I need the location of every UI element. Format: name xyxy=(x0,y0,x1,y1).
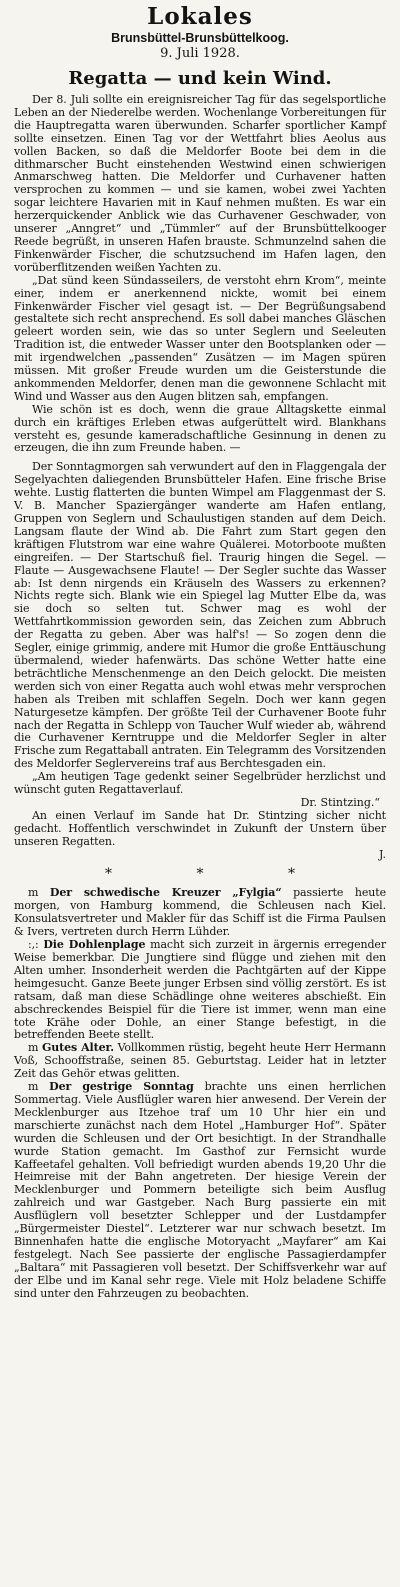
section-separator: * * * xyxy=(105,866,335,883)
article-paragraph: Wie schön ist es doch, wenn die graue Alltagskette einmal durch ein kräftiges Erleben etwas aufgerüttelt wird. Blankhans versteht es, gesunde kameradschaftliche Gesinnung in denen zu erzeugen, die ihn zum Freunde haben. — xyxy=(14,402,386,455)
item-text: brachte uns einen herrlichen Sommertag. Viele Ausflügler waren hier anwesend. Der Verein der Mecklenburger aus Itzehoe traf um 10 Uhr hier ein und marschierte zunächst nach dem Hotel „Hamburger Hof“. Später wurden die Schleusen und der Ort besichtigt. In der Strandhalle wurde Station gemacht. Im Gasthof zur Fernsicht wurde Kaffeetafel gehalten. Voll befriedigt wurden abends 19,20 Uhr die Heimreise mit der Bahn angetreten. Der hiesige Verein der Mecklenburger und Pommern beteiligte sich beim Ausflug zahlreich und war Gastgeber. Nach Burg passierte ein mit Ausflüglern voll besetzter Schlepper und der Lustdampfer „Bürgermeister Diestel“. Letzterer war nur schwach besetzt. Im Binnenhafen hatte die englische Motoryacht „Mayfarer“ am Kai festgelegt. Nach See passierte der englische Passagierdampfer „Baltara“ mit Passagieren voll besetzt. Der Schiffsverkehr war auf der Elbe und im Kanal sehr rege. Viele mit Holz beladene Schiffe sind unter den Fahrzeugen zu beobachten. xyxy=(14,1080,386,1300)
item-marker: m xyxy=(28,1041,39,1055)
section-title: Lokales xyxy=(147,3,253,30)
news-item xyxy=(14,1042,386,1081)
news-item xyxy=(14,939,386,1042)
dateline-date: 9. Juli 1928. xyxy=(160,46,240,61)
item-lead: Der gestrige Sonntag xyxy=(49,1080,194,1094)
item-text: passierte heute morgen, von Hamburg kommend, die Schleusen nach Kiel. Konsulatsvertreter und Makler für das Schiff ist die Firma Paulsen & Ivers, vertreten durch Herrn Lühder. xyxy=(14,886,386,939)
item-marker: m xyxy=(28,886,39,900)
item-marker: :,: xyxy=(28,938,39,952)
telegram-signature: Dr. Stintzing.“ xyxy=(300,795,380,809)
closing-paragraph: An einen Verlauf im Sande hat Dr. Stintzing sicher nicht gedacht. Hoffentlich verschwindet in Zukunft der Unstern über unseren Regatten. xyxy=(14,808,386,848)
item-marker: m xyxy=(28,1080,39,1094)
news-items xyxy=(14,887,386,1300)
telegram-text: „Am heutigen Tage gedenkt seiner Segelbrüder herzlichst und wünscht guten Regattaverlauf. xyxy=(14,770,386,797)
item-lead: Der schwedische Kreuzer „Fylgia“ xyxy=(49,886,282,900)
article-paragraph: „Dat sünd keen Sündasseilers, de verstoht ehrn Krom“, meinte einer, indem er anerkennend nickte, womit bei einem Finkenwärder Fischer viel gesagt ist. — Der Begrüßungsabend gestaltete sich recht ansprechend. Es soll dabei manches Gläschen geleert worden sein, wie das so unter Seglern und Seeleuten Tradition ist, die entweder Wasser unter den Bootsplanken oder — mit irgendwelchen „passenden“ Zusätzen — im Magen spüren müssen. Mit großer Freude wurden um die Geisterstunde die ankommenden Meldorfer, denen man die gewonnene Schlacht mit Wind und Wasser aus den Augen blitzen sah, empfangen. xyxy=(14,273,386,403)
section-header xyxy=(14,4,386,62)
article-body xyxy=(14,94,386,861)
item-lead: Die Dohlenplage xyxy=(43,938,146,952)
item-text: Vollkommen rüstig, begeht heute Herr Hermann Voß, Schooffstraße, seinen 85. Geburtstag. Leider hat in letzter Zeit das Gehör etwas gelitten. xyxy=(14,1041,387,1081)
dateline-place: Brunsbüttel-Brunsbüttelkoog. xyxy=(111,31,289,45)
item-text: macht sich zurzeit in ärgernis erregender Weise bemerkbar. Die Jungtiere sind flügge und ziehen mit den Alten umher. Insonderheit werden die Pachtgärten auf der Kippe heimgesucht. Ganze Beete junger Erbsen sind völlig zerstört. Es ist ratsam, daß man diese Schädlinge ohne weiteres abschießt. Ein abschreckendes Beispiel für die Tiere ist immer, wenn man eine tote Krähe oder Dohle, an einer Stange befestigt, in die betreffenden Beete stellt. xyxy=(14,938,386,1042)
author-initial: J. xyxy=(378,847,386,861)
news-item xyxy=(14,887,386,939)
telegram-signature-row xyxy=(14,797,386,810)
item-lead: Gutes Alter. xyxy=(41,1041,114,1055)
news-item xyxy=(14,1081,386,1300)
article-paragraph: Der Sonntagmorgen sah verwundert auf den in Flaggengala der Segelyachten daliegenden Brunsbütteler Hafen. Eine frische Brise wehte. Lustig flatterten die bunten Wimpel am Flaggenmast der S. V. B. Mancher Spaziergänger wanderte am Hafen entlang, Gruppen von Seglern und Schaulustigen standen auf dem Deich. Langsam flaute der Wind ab. Die Fahrt zum Start gegen den kräftigen Flutstrom war eine wahre Quälerei. Motorboote mußten eingreifen. — Der Startschuß fiel. Traurig hingen die Segel. — Flaute — Ausgewachsene Flaute! — Der Segler suchte das Wasser ab: Ist denn nirgends ein Kräuseln des Wassers zu erkennen? Nichts regte sich. Blank wie ein Spiegel lag Mutter Elbe da, was sie doch so selten tut. Schwer mag es wohl der Wettfahrtkommission geworden sein, das Zeichen zum Abbruch der Regatta zu geben. Aber was half's! — So zogen denn die Segler, einige grimmig, andere mit Humor die große Enttäuschung übermalend, wieder hafenwärts. Das schöne Wetter hatte eine beträchtliche Menschenmenge an den Deich gelockt. Die meisten werden sich von einer Regatta auch wohl etwas mehr versprochen haben als Treiben mit schlaffen Segeln. Doch wer kann gegen Naturgesetze kämpfen. Der größte Teil der Curhavener Boote fuhr nach der Regatta in Schlepp von Taucher Wulf wieder ab, während die Curhavener Kerntruppe und die Meldorfer Segler in alter Frische zum Regattaball antraten. Ein Telegramm des Vorsitzenden des Meldorfer Seglervereins traf aus Berchtesgaden ein. xyxy=(14,460,387,771)
article-paragraph: Der 8. Juli sollte ein ereignisreicher Tag für das segelsportliche Leben an der Niederelbe werden. Wochenlange Vorbereitungen für die Hauptregatta waren überwunden. Scharfer sportlicher Kampf sollte einsetzen. Einen Tag vor der Wettfahrt blies Aeolus aus vollen Backen, so daß die Meldorfer Boote bei dem in die dithmarscher Bucht einstehenden Westwind einen schwierigen Anmarschweg hatten. Die Meldorfer und Curhavener hatten versprochen zu kommen — und sie kamen, wobei zwei Yachten sogar leichtere Havarien mit in Kauf nehmen mußten. Es war ein herzerquickender Anblick wie das Curhavener Geschwader, von unserer „Anngret“ und „Tümmler“ auf der Brunsbüttelkooger Reede begrüßt, in unseren Hafen brauste. Schmunzelnd sahen die Finkenwärder Fischer, die schutzsuchend im Hafen lagen, den vorüberflitzenden weißen Yachten zu. xyxy=(14,93,386,274)
article-headline: Regatta — und kein Wind. xyxy=(68,68,332,89)
